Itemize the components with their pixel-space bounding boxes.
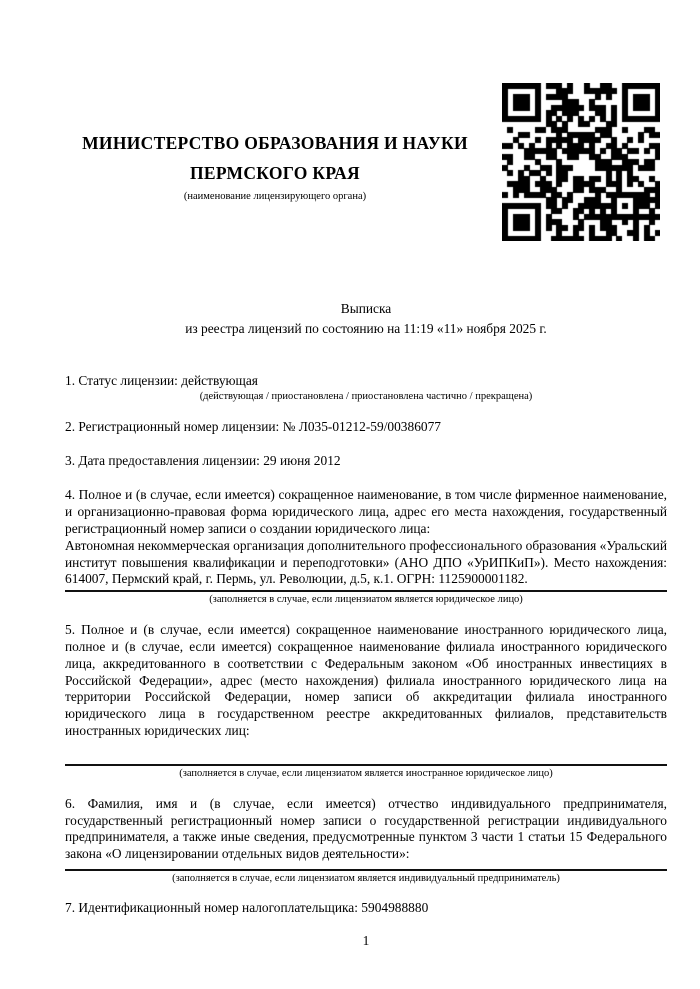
fill-in-rule-legal-entity: [65, 590, 667, 592]
item-license-status: 1. Статус лицензии: действующая: [65, 373, 258, 388]
document-body: [65, 0, 667, 949]
item-foreign-entity-heading: 5. Полное и (в случае, если имеется) сокращенное наименование иностранного юридического лица, полное и (в случае, если имеется) сокращенное наименование филиала иностранного юридического лица, аккредитованного в соответствии с Федеральным законом «Об иностранных инвестициях в Российской Федерации», адрес (место нахождения) филиала иностранного юридического лица на территории Российской Федерации, номер записи об аккредитации филиала иностранного юридического лица в государственном реестре аккредитованных филиалов, представительств иностранных юридических лиц:: [65, 622, 667, 738]
item-foreign-entity-caption: (заполняется в случае, если лицензиатом является иностранное юридическое лицо): [179, 767, 553, 779]
document-title-line2: из реестра лицензий по состоянию на 11:19 «11» ноября 2025 г.: [185, 321, 547, 336]
item-legal-entity-heading: 4. Полное и (в случае, если имеется) сокращенное наименование, в том числе фирменное наименование, и организационно-правовая форма юридического лица, адрес его места нахождения, государственный регистрационный номер записи о создании юридического лица:: [65, 487, 667, 536]
item-entrepreneur-heading: 6. Фамилия, имя и (в случае, если имеется) отчество индивидуального предпринимателя, государственный регистрационный номер записи о государственной регистрации индивидуального предпринимателя, а также иные сведения, предусмотренные пунктом 3 части 1 статьи 15 Федерального закона «О лицензировании отдельных видов деятельности»:: [65, 795, 667, 862]
item-license-date: 3. Дата предоставления лицензии: 29 июня 2012: [65, 452, 341, 468]
item-registration-number: 2. Регистрационный номер лицензии: № Л035-01212-59/00386077: [65, 418, 441, 434]
item-legal-entity-caption: (заполняется в случае, если лицензиатом является юридическое лицо): [209, 594, 523, 606]
ministry-name-line2: ПЕРМСКОГО КРАЯ: [190, 163, 360, 183]
item-legal-entity-value: Автономная некоммерческая организация дополнительного профессионального образования «Уральский институт повышения квалификации и переподготовки» (АНО ДПО «УрИПКиП»). Место нахождения: 614007, Пермский край, г. Пермь, ул. Революции, д.5, к.1. ОГРН: 1125900001182.: [65, 537, 667, 587]
item-entrepreneur-caption: (заполняется в случае, если лицензиатом является индивидуальный предприниматель): [172, 872, 560, 884]
document-title-line1: Выписка: [340, 301, 392, 316]
ministry-name-line1: МИНИСТЕРСТВО ОБРАЗОВАНИЯ И НАУКИ: [82, 133, 468, 153]
ministry-caption: (наименование лицензирующего органа): [183, 191, 367, 202]
item-license-status-caption: (действующая / приостановлена / приостановлена частично / прекращена): [199, 390, 533, 402]
item-taxpayer-number: 7. Идентификационный номер налогоплательщика: 5904988880: [65, 899, 429, 915]
fill-in-rule-foreign-entity: [65, 764, 667, 766]
page-number: 1: [362, 932, 370, 948]
fill-in-rule-entrepreneur: [65, 869, 667, 871]
document-title: [65, 0, 667, 339]
